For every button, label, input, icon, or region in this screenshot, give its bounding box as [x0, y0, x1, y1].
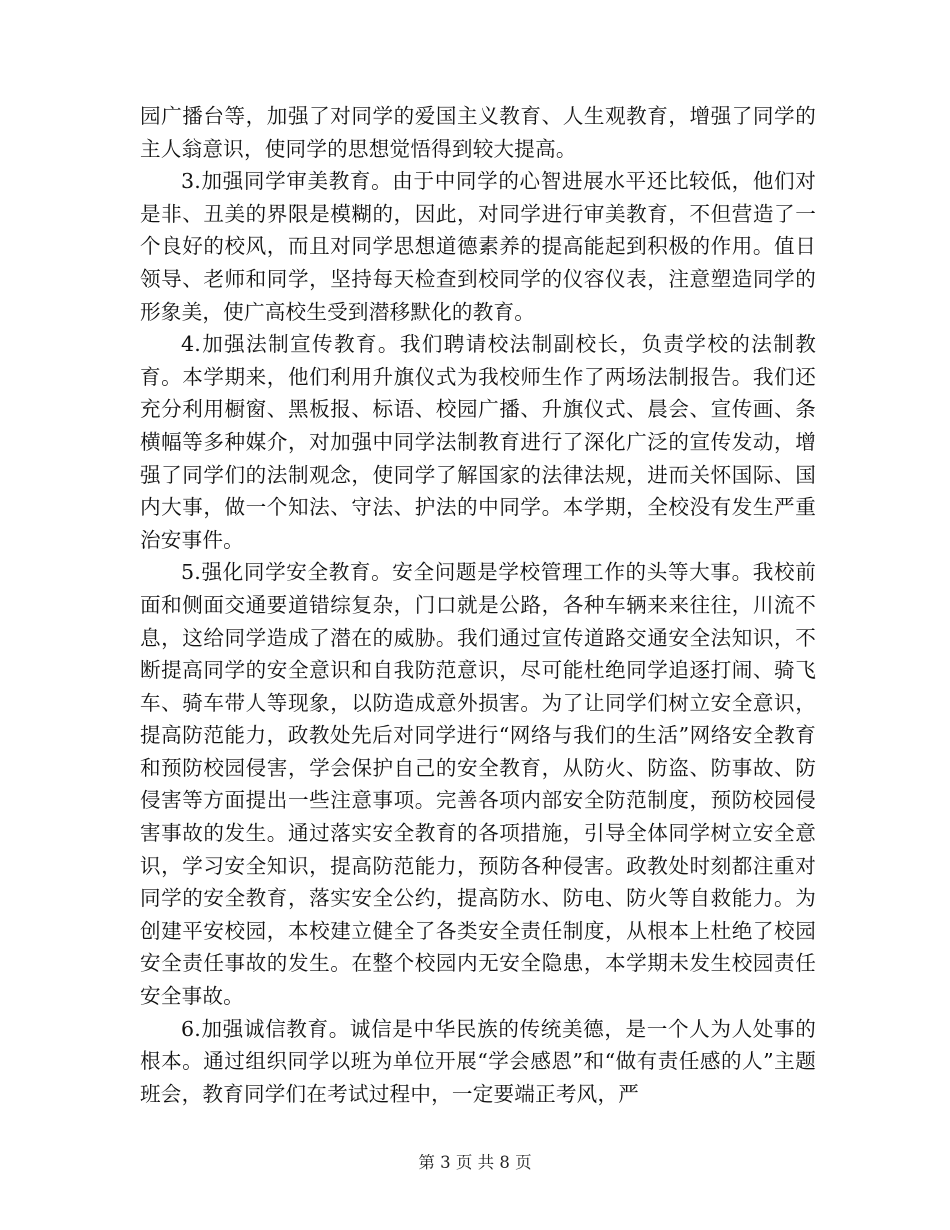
document-body — [140, 100, 816, 1110]
page-number-footer: 第 3 页 共 8 页 — [418, 1153, 532, 1172]
paragraph-integrity-education: 6.加强诚信教育。诚信是中华民族的传统美德，是一个人为人处事的根本。通过组织同学以班为单位开展“学会感恩”和“做有责任感的人”主题班会，教育同学们在考试过程中，一定要端正考风，严 — [140, 1016, 816, 1106]
paragraph-continuation: 园广播台等，加强了对同学的爱国主义教育、人生观教育，增强了同学的主人翁意识，使同学的思想觉悟得到较大提高。 — [140, 104, 816, 161]
paragraph-legal-education: 4.加强法制宣传教育。我们聘请校法制副校长，负责学校的法制教育。本学期来，他们利用升旗仪式为我校师生作了两场法制报告。我们还充分利用橱窗、黑板报、标语、校园广播、升旗仪式、晨会、宣传画、条横幅等多种媒介，对加强中同学法制教育进行了深化广泛的宣传发动，增强了同学们的法制观念，使同学了解国家的法律法规，进而关怀国际、国内大事，做一个知法、守法、护法的中同学。本学期，全校没有发生严重治安事件。 — [140, 332, 816, 552]
paragraph-safety-education: 5.强化同学安全教育。安全问题是学校管理工作的头等大事。我校前面和侧面交通要道错综复杂，门口就是公路，各种车辆来来往往，川流不息，这给同学造成了潜在的威胁。我们通过宣传道路交通安全法知识，不断提高同学的安全意识和自我防范意识，尽可能杜绝同学追逐打闹、骑飞车、骑车带人等现象，以防造成意外损害。为了让同学们树立安全意识，提高防范能力，政教处先后对同学进行“网络与我们的生活”网络安全教育和预防校园侵害，学会保护自己的安全教育，从防火、防盗、防事故、防侵害等方面提出一些注意事项。完善各项内部安全防范制度，预防校园侵害事故的发生。通过落实安全教育的各项措施，引导全体同学树立安全意识，学习安全知识，提高防范能力，预防各种侵害。政教处时刻都注重对同学的安全教育，落实安全公约，提高防水、防电、防火等自救能力。为创建平安校园，本校建立健全了各类安全责任制度，从根本上杜绝了校园安全责任事故的发生。在整个校园内无安全隐患，本学期未发生校园责任安全事故。 — [140, 560, 816, 1009]
paragraph-aesthetic-education: 3.加强同学审美教育。由于中同学的心智进展水平还比较低，他们对是非、丑美的界限是模糊的，因此，对同学进行审美教育，不但营造了一个良好的校风，而且对同学思想道德素养的提高能起到积极的作用。值日领导、老师和同学，坚持每天检查到校同学的仪容仪表，注意塑造同学的形象美，使广高校生受到潜移默化的教育。 — [140, 169, 816, 324]
